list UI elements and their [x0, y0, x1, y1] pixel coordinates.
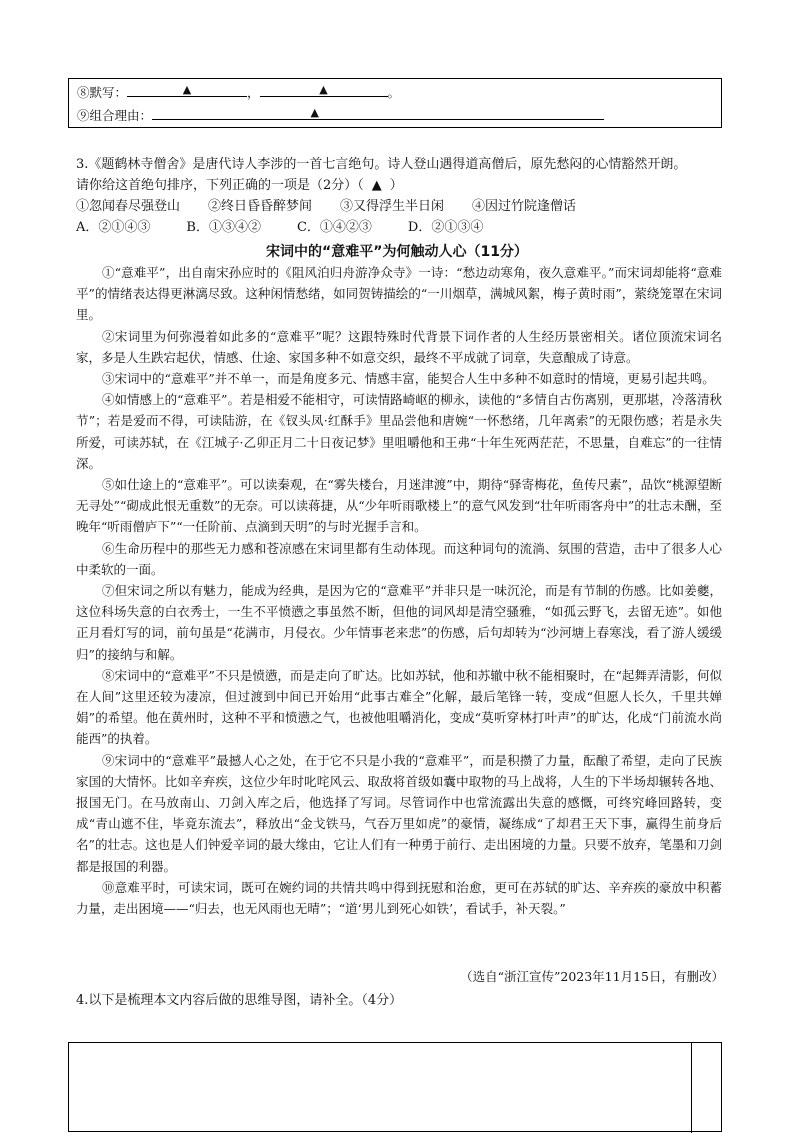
dictation-blank-1[interactable]: [127, 84, 247, 97]
question-3-items: [76, 196, 726, 217]
dictation-separator: ，: [247, 85, 260, 100]
question-3-options: [76, 217, 726, 238]
paragraph: ⑦但宋词之所以有魅力，能成为经典，是因为它的“意难平”并非只是一味沉沦，而是有节制的伤感。比如姜夔，这位科场失意的白衣秀士，一生不平愤懑之事虽然不断，但他的词风却是清空骚雅，“如孤云野飞，去留无迹”。如他正月看灯写的词，前句虽是“花满市，月侵衣。少年情事老来悲”的伤感，后句却转为“沙河塘上春寒浅，看了游人缓缓归”的接纳与和解。: [76, 583, 722, 662]
mind-map-inner-frame: [69, 1043, 692, 1133]
mind-map-answer-box[interactable]: [68, 1042, 722, 1132]
poem-line-item: ③又得浮生半日闲: [340, 199, 445, 214]
question-3-stem-line-2: [76, 175, 726, 196]
triangle-marker: ▲: [182, 83, 192, 96]
paragraph: ①“意难平”，出自南宋孙应时的《阻风泊归舟游净众寺》一诗：“愁边动寒角，夜久意难平。”而宋词却能将“意难平”的情绪表达得更淋漓尽致。这种闲情愁绪，如同贺铸描绘的“一川烟草，满城风絮，梅子黄时雨”，萦绕笼罩在宋词里。: [76, 265, 722, 323]
option-a[interactable]: A．②①④③: [76, 220, 151, 235]
passage-source: （选自“浙江宣传”2023年11月15日，有删改）: [460, 969, 724, 984]
option-b[interactable]: B．①③④②: [186, 220, 261, 235]
paragraph: ⑩意难平时，可读宋词，既可在婉约词的共情共鸣中得到抚慰和治愈，更可在苏轼的旷达、辛弃疾的豪放中积蓄力量，走出困境——“归去，也无风雨也无晴”；“道‘男儿到死心如铁’，看试手，补天裂。”: [76, 879, 722, 917]
dictation-blank-2[interactable]: [260, 84, 388, 97]
passage-body: [76, 262, 722, 919]
combination-reason-label: ⑨组合理由：: [77, 108, 153, 123]
option-c[interactable]: C．①④②③: [296, 220, 372, 235]
option-d[interactable]: D．②①③④: [407, 220, 484, 235]
answer-triangle-marker[interactable]: ▲: [371, 178, 382, 193]
question-3: [76, 154, 726, 238]
paragraph: ②宋词里为何弥漫着如此多的“意难平”呢？这跟特殊时代背景下词作者的人生经历景密相关。诸位顶流宋词名家，多是人生跌宕起伏，情感、仕途、家国多种不如意交织，最终不平成就了词章，失意酿成了诗意。: [76, 328, 722, 365]
poem-line-item: ②终日昏昏醉梦间: [208, 199, 313, 214]
dictation-label: ⑧默写：: [77, 85, 128, 100]
answer-box-top: [68, 78, 722, 128]
question-3-stem-text: 请你给这首绝句排序，下列正确的一项是（2分）（: [76, 178, 364, 193]
passage-title: 宋词中的“意难平”为何触动人心（11分）: [266, 244, 528, 260]
paragraph: ③宋词中的“意难平”并不单一，而是角度多元、情感丰富，能契合人生中多种不如意时的情境，更易引起共鸣。: [102, 371, 715, 387]
triangle-marker: ▲: [319, 83, 328, 96]
combination-reason-line: [77, 107, 604, 125]
combination-reason-blank[interactable]: [152, 107, 604, 120]
dictation-line: [77, 84, 400, 102]
dictation-end: 。: [387, 85, 401, 100]
paragraph: ⑨宋词中的“意难平”最撼人心之处，在于它不只是小我的“意难平”，而是积攒了力量，酝酿了希望，走向了民族家国的大情怀。比如辛弃疾，这位少年时叱咤风云、取敌将首级如囊中取物的马上战将，人生的下半场却辗转各地、报国无门。在马放南山、刀剑入库之后，他选择了写词。尽管词作中也常流露出失意的感慨，可终究峰回路转，变成“青山遮不住，毕竟东流去”，释放出“金戈铁马，气吞万里如虎”的豪情，凝练成“了却君王天下事，赢得生前身后名”的壮志。这也是人们钟爱辛词的最大缘由，它让人们有一种勇于前行、走出困境的力量。只要不放弃，笔墨和刀剑都是报国的利器。: [76, 752, 722, 874]
poem-line-item: ①忽闻春尽强登山: [76, 199, 181, 214]
question-3-stem-end: ）: [389, 178, 403, 193]
poem-line-item: ④因过竹院逢僧话: [472, 199, 577, 214]
paragraph: ④如情感上的“意难平”。若是相爱不能相守，可读情路崎岖的柳永，读他的“多情自古伤离别，更那堪，冷落清秋节”；若是爱而不得，可读陆游，在《钗头凤·红酥手》里品尝他和唐婉“一怀愁绪，几年离索”的无限伤感；若是永失所爱，可读苏轼，在《江城子·乙卯正月二十日夜记梦》里咀嚼他和王弗“十年生死两茫茫，不思量，自难忘”的一往情深。: [76, 392, 722, 471]
paragraph: ⑤如仕途上的“意难平”。可以读秦观，在“雾失楼台，月迷津渡”中，期待“驿寄梅花，鱼传尺素”，品饮“桃源望断无寻处”“砌成此恨无重数”的无奈。可以读蒋捷，从“少年听雨歌楼上”的意气风发到“壮年听雨客舟中”的壮志未酬，至晚年“听雨僧庐下”“一任阶前、点滴到天明”的与时光握手言和。: [76, 477, 722, 535]
question-4-stem: 4.以下是梳理本文内容后做的思维导图，请补全。（4分）: [76, 993, 403, 1008]
triangle-marker: ▲: [310, 106, 319, 119]
question-3-stem-line-1: 3.《题鹤林寺僧舍》是唐代诗人李涉的一首七言绝句。诗人登山遇得道高僧后，原先愁闷的心情豁然开朗。: [76, 157, 687, 172]
paragraph: ⑧宋词中的“意难平”不只是愤懑，而是走向了旷达。比如苏轼，他和苏辙中秋不能相聚时，在“起舞弄清影，何似在人间”这里还较为凄凉，但过渡到中间已开始用“此事古难全”化解，最后笔锋一转，变成“但愿人长久，千里共婵娟”的希望。他在黄州时，这种不平和愤懑之气，也被他咀嚼消化，变成“莫听穿林打叶声”的旷达，化成“门前流水尚能西”的执着。: [76, 667, 722, 747]
paragraph: ⑥生命历程中的那些无力感和苍凉感在宋词里都有生动体现。而这种词句的流淌、氛围的营造，击中了很多人心中柔软的一面。: [76, 540, 722, 577]
